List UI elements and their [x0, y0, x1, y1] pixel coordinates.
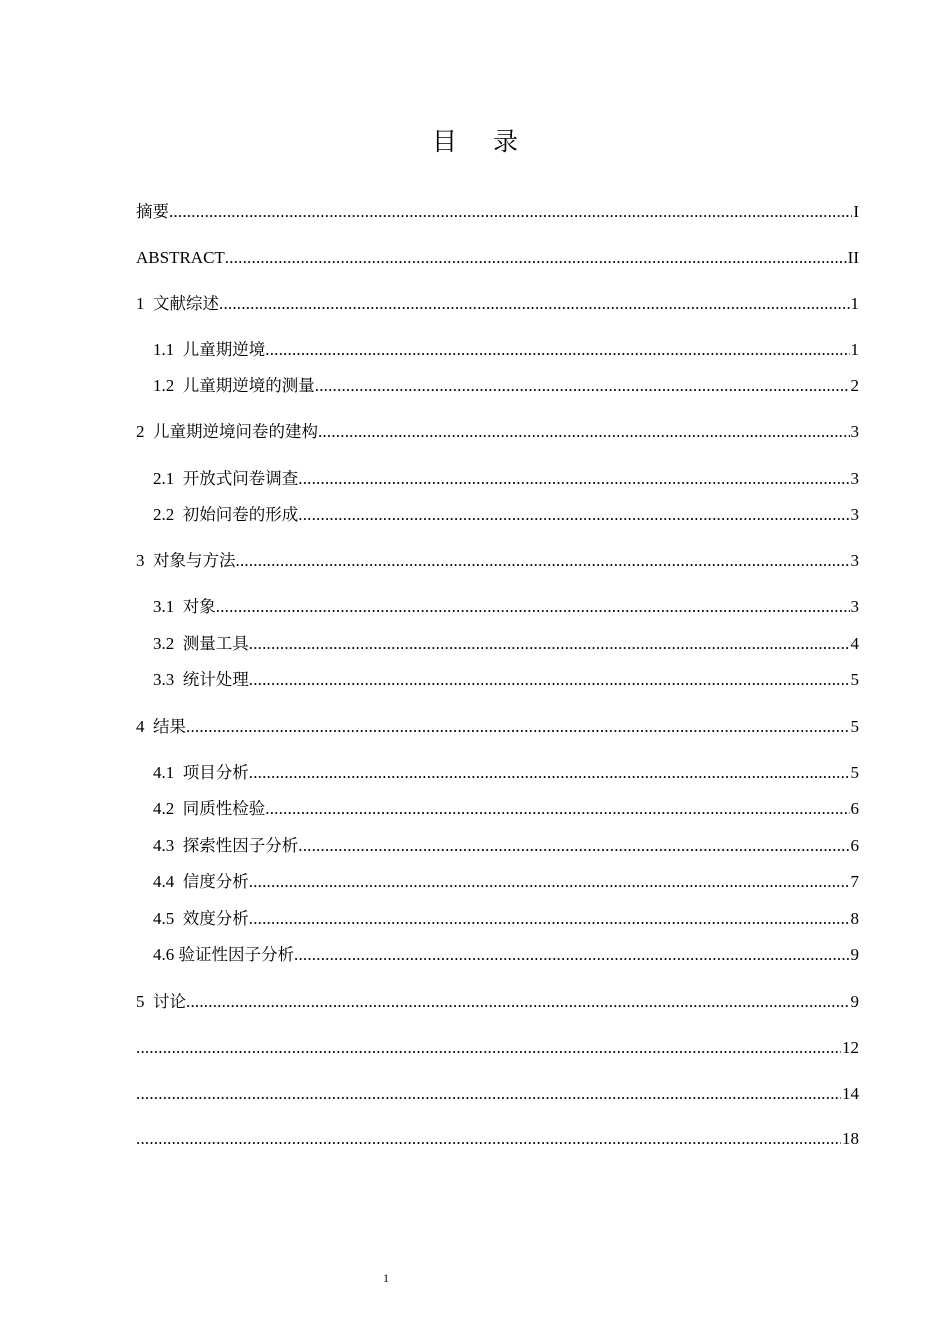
toc-entry-page: 5 — [850, 717, 859, 736]
toc-entry-section-4-4[interactable] — [153, 870, 859, 894]
toc-leader — [169, 200, 852, 224]
toc-entry-section-4-6[interactable] — [153, 943, 859, 967]
toc-entry-page: 9 — [850, 992, 859, 1011]
toc-leader — [136, 1036, 841, 1060]
toc-leader — [249, 668, 850, 692]
toc-entry-label: 儿童期逆境的测量 — [182, 376, 315, 395]
toc-entry-number: 2.2 — [153, 505, 175, 524]
toc-leader — [249, 632, 850, 656]
toc-entry-page: 5 — [850, 763, 859, 782]
toc-entry-label: 效度分析 — [182, 909, 249, 928]
toc-entry-number: 5 — [136, 992, 145, 1011]
toc-leader — [265, 338, 849, 362]
toc-entry-label: 对象 — [182, 597, 216, 616]
toc-entry-page: 8 — [850, 909, 859, 928]
toc-entry-number: 2.1 — [153, 469, 175, 488]
toc-leader — [265, 797, 849, 821]
toc-entry-number: 3.2 — [153, 634, 175, 653]
toc-entry-label: 摘要 — [136, 202, 169, 221]
toc-leader — [249, 761, 850, 785]
toc-entry-abstract-en[interactable] — [136, 246, 859, 270]
toc-entry-page: 18 — [842, 1129, 859, 1148]
toc-entry-section-2-2[interactable] — [153, 503, 859, 527]
toc-entry-page: 3 — [850, 469, 859, 488]
toc-entry-number: 2 — [136, 422, 145, 441]
toc-entry-label: 探索性因子分析 — [182, 836, 299, 855]
toc-entry-unlabeled-2[interactable] — [136, 1082, 859, 1106]
toc-entry-label: 对象与方法 — [153, 551, 236, 570]
toc-entry-number: 4.4 — [153, 872, 175, 891]
toc-entry-label: 儿童期逆境问卷的建构 — [153, 422, 318, 441]
toc-entry-number: 3.3 — [153, 670, 175, 689]
toc-entry-label: 测量工具 — [182, 634, 249, 653]
toc-entry-chapter-2[interactable] — [136, 420, 859, 444]
toc-entry-page: 1 — [850, 340, 859, 359]
toc-entry-label: 信度分析 — [182, 872, 249, 891]
toc-entry-chapter-5[interactable] — [136, 990, 859, 1014]
toc-entry-number: 3 — [136, 551, 145, 570]
toc-leader — [315, 374, 850, 398]
toc-entry-page: II — [847, 248, 859, 267]
toc-entry-section-4-2[interactable] — [153, 797, 859, 821]
toc-entry-label: 开放式问卷调查 — [182, 469, 299, 488]
toc-entry-number: 4 — [136, 717, 145, 736]
toc-entry-page: 2 — [850, 376, 859, 395]
toc-entry-page: 12 — [842, 1038, 859, 1057]
toc-entry-number: 4.1 — [153, 763, 175, 782]
toc-entry-label: 儿童期逆境 — [182, 340, 266, 359]
toc-entry-label: 同质性检验 — [182, 799, 266, 818]
toc-entry-page: 3 — [850, 597, 859, 616]
toc-entry-label: 统计处理 — [182, 670, 249, 689]
toc-entry-section-1-2[interactable] — [153, 374, 859, 398]
toc-leader — [298, 503, 849, 527]
toc-entry-number: 4.5 — [153, 909, 175, 928]
toc-entry-page: 9 — [850, 945, 859, 964]
toc-entry-section-4-5[interactable] — [153, 907, 859, 931]
toc-entry-section-4-3[interactable] — [153, 834, 859, 858]
toc-leader — [136, 1082, 841, 1106]
toc-entry-label: 讨论 — [153, 992, 186, 1011]
toc-entry-section-2-1[interactable] — [153, 467, 859, 491]
toc-leader — [219, 292, 850, 316]
toc-entry-section-3-2[interactable] — [153, 632, 859, 656]
toc-entry-number: 4.3 — [153, 836, 175, 855]
toc-entry-section-4-1[interactable] — [153, 761, 859, 785]
toc-leader — [236, 549, 850, 573]
toc-entry-chapter-1[interactable] — [136, 292, 859, 316]
toc-leader — [298, 834, 849, 858]
toc-entry-page: 4 — [850, 634, 859, 653]
toc-entry-page: 6 — [850, 836, 859, 855]
toc-entry-page: 14 — [842, 1084, 859, 1103]
toc-entry-label: 结果 — [153, 717, 186, 736]
toc-entry-label: ABSTRACT — [136, 248, 225, 267]
toc-entry-section-3-3[interactable] — [153, 668, 859, 692]
toc-leader — [186, 990, 850, 1014]
toc-entry-number: 1.2 — [153, 376, 175, 395]
toc-entry-chapter-4[interactable] — [136, 715, 859, 739]
toc-entry-label: 验证性因子分析 — [178, 945, 294, 964]
toc-entry-page: 6 — [850, 799, 859, 818]
toc-entry-page: 1 — [850, 294, 859, 313]
toc-entry-label: 初始问卷的形成 — [182, 505, 299, 524]
toc-entry-number: 3.1 — [153, 597, 175, 616]
toc-leader — [186, 715, 850, 739]
toc-entry-number: 4.2 — [153, 799, 175, 818]
toc-entry-page: 3 — [850, 422, 859, 441]
page-title: 目 录 — [432, 127, 532, 156]
toc-leader — [249, 907, 850, 931]
toc-entry-page: 3 — [850, 551, 859, 570]
toc-entry-page: I — [853, 202, 859, 221]
toc-entry-chapter-3[interactable] — [136, 549, 859, 573]
toc-entry-section-1-1[interactable] — [153, 338, 859, 362]
toc-entry-number: 4.6 — [153, 945, 175, 964]
toc-entry-number: 1 — [136, 294, 145, 313]
toc-leader — [298, 467, 849, 491]
toc-leader — [136, 1127, 841, 1151]
toc-entry-number: 1.1 — [153, 340, 175, 359]
toc-entry-page: 7 — [850, 872, 859, 891]
toc-entry-section-3-1[interactable] — [153, 595, 859, 619]
toc-leader — [249, 870, 850, 894]
page-number: 1 — [383, 1271, 389, 1285]
toc-entry-unlabeled-3[interactable] — [136, 1127, 859, 1151]
toc-leader — [294, 943, 850, 967]
toc-entry-unlabeled-1[interactable] — [136, 1036, 859, 1060]
toc-leader — [318, 420, 850, 444]
toc-entry-page: 3 — [850, 505, 859, 524]
toc-leader — [225, 246, 847, 270]
toc-leader — [216, 595, 850, 619]
toc-entry-label: 文献综述 — [153, 294, 219, 313]
toc-entry-page: 5 — [850, 670, 859, 689]
toc-entry-abstract-cn[interactable] — [136, 200, 859, 224]
toc-entry-label: 项目分析 — [182, 763, 249, 782]
